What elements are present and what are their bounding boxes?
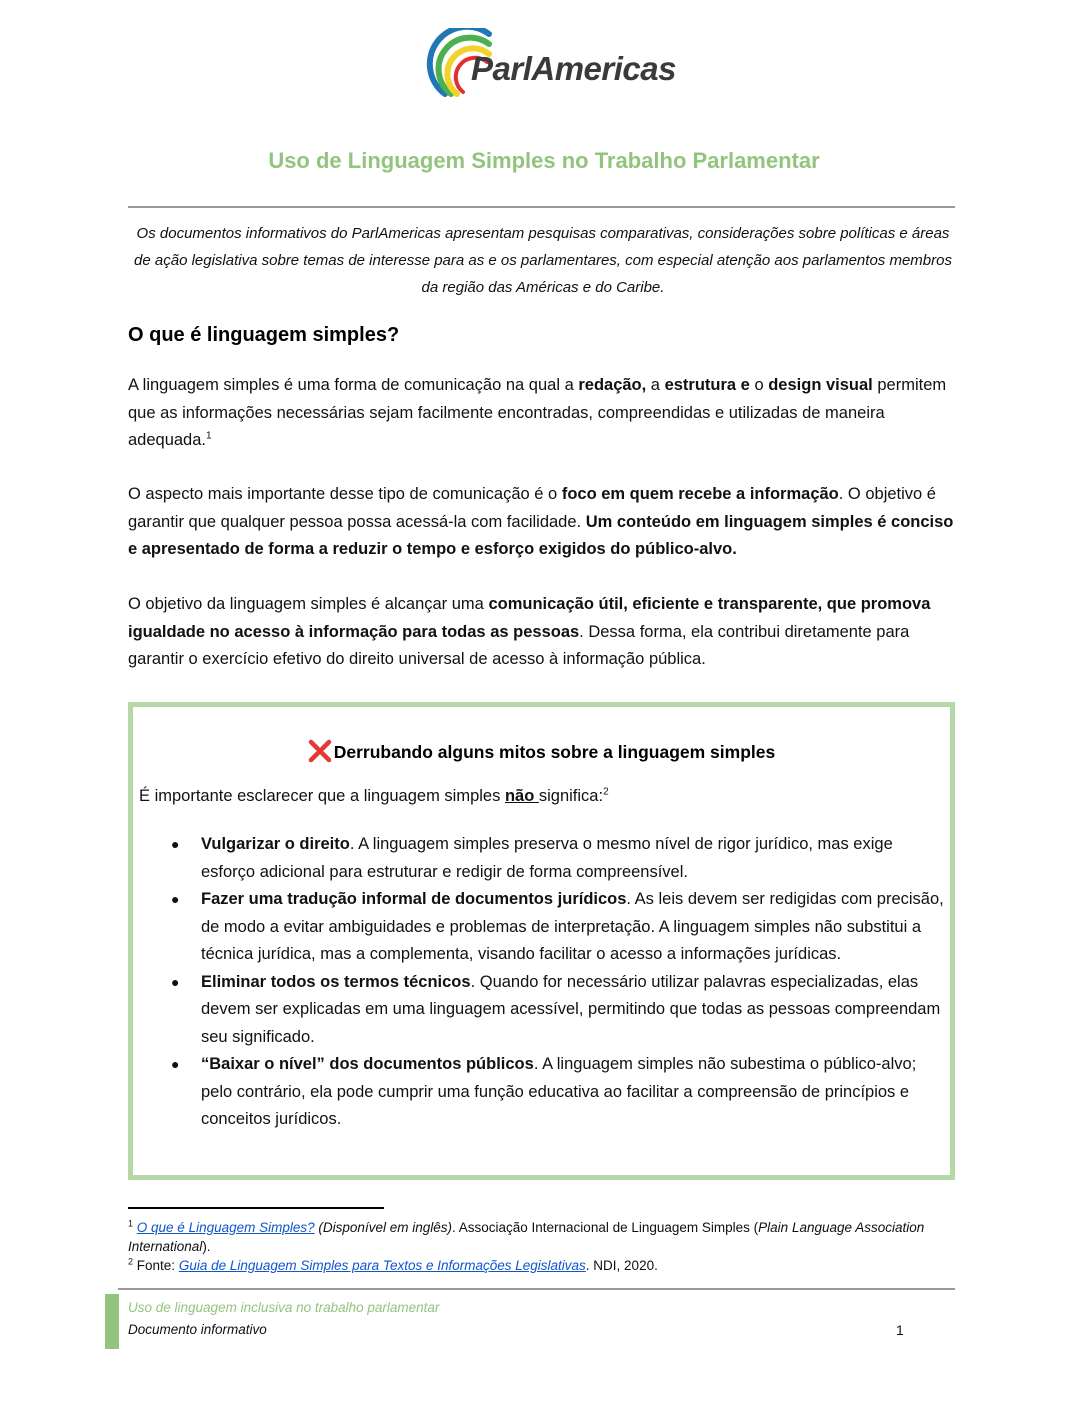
myths-title (133, 739, 950, 763)
footnote-number: 2 (128, 1256, 134, 1267)
text: ). (202, 1239, 211, 1254)
paragraph-objective (128, 591, 958, 674)
list-item (133, 886, 953, 969)
text: a (646, 376, 665, 394)
text: . NDI, 2020. (585, 1258, 658, 1273)
intro-paragraph: Os documentos informativos do ParlAmericas apresentam pesquisas comparativas, considerações sobre políticas e áreas de ação legislativa sobre temas de interesse para as e os parlamentares, com especial atenção aos parlamentos membros da região das Américas e do Caribe. (134, 225, 952, 296)
bullet-icon: ● (171, 836, 180, 852)
myths-list (133, 831, 953, 1134)
bullet-icon: ● (171, 973, 180, 990)
footnote-separator (128, 1207, 384, 1209)
text: O aspecto mais importante desse tipo de comunicação é o (128, 485, 562, 503)
page-number: 1 (896, 1322, 904, 1338)
text: A linguagem simples é uma forma de comunicação na qual a (128, 376, 579, 394)
parlamericas-logo (415, 28, 695, 100)
cross-mark-icon (308, 739, 332, 763)
footer-subtitle: Documento informativo (128, 1322, 267, 1337)
bold-text: redação, (578, 376, 647, 394)
myths-title-text: Derrubando alguns mitos sobre a linguagem simples (333, 742, 776, 762)
paragraph-definition (128, 372, 958, 455)
italic-text: Plain Language Association International (128, 1220, 925, 1254)
text: permitem que as informações necessárias sejam facilmente encontradas, compreendidas e utilizadas de maneira adequada. (128, 376, 947, 449)
footer-accent-bar (105, 1294, 119, 1349)
footnote-number: 1 (128, 1218, 134, 1229)
text: . Dessa forma, ela contribui diretamente para garantir o exercício efetivo do direito universal de acesso à informação pública. (128, 622, 910, 668)
footnote-link[interactable]: O que é Linguagem Simples? (136, 1220, 315, 1235)
text: É importante esclarecer que a linguagem simples (139, 787, 505, 805)
text: Fonte: (136, 1258, 179, 1273)
bold-text: foco em quem recebe a informação (561, 485, 839, 503)
myths-intro (139, 787, 609, 806)
bold-text: Um conteúdo em linguagem simples é conciso e apresentado de forma a reduzir o tempo e esforço exigidos do público-alvo. (128, 512, 954, 558)
text: O objetivo da linguagem simples é alcançar uma (128, 595, 489, 613)
footnote-1 (128, 1218, 928, 1256)
text: significa: (538, 787, 604, 805)
text: . O objetivo é garantir que qualquer pessoa possa acessá-la com facilidade. (128, 485, 936, 531)
footnote-ref-1[interactable]: 1 (206, 430, 212, 442)
logo-text: ParlAmericas (471, 50, 676, 87)
item-text: . Quando for necessário utilizar palavras especializadas, elas devem ser explicadas em uma linguagem acessível, permitindo que todas as pessoas compreendam seu significado. (201, 972, 941, 1046)
text: . Associação Internacional de Linguagem Simples ( (451, 1220, 759, 1235)
item-text: . As leis devem ser redigidas com precisão, de modo a evitar ambiguidades e problemas de interpretação. A linguagem simples não substitui a técnica jurídica, mas a complementa, visando facilitar o acesso a informações jurídicas. (201, 890, 944, 963)
footer-divider (118, 1288, 955, 1290)
bold-text: comunicação útil, eficiente e transparente, que promova igualdade no acesso à informação para todas as pessoas (128, 595, 931, 641)
footer-title: Uso de linguagem inclusiva no trabalho parlamentar (128, 1300, 440, 1315)
title-divider (128, 206, 955, 208)
item-title: “Baixar o nível” dos documentos públicos (201, 1055, 534, 1073)
paragraph-focus (128, 481, 958, 564)
item-title: Vulgarizar o direito (201, 835, 350, 853)
myths-callout-box (128, 702, 955, 1180)
footnotes (128, 1218, 928, 1275)
text: o (749, 376, 769, 394)
section-heading: O que é linguagem simples? (128, 324, 400, 346)
emphasis-text: não (504, 787, 539, 805)
footnote-2 (128, 1256, 928, 1275)
list-item (133, 1051, 953, 1134)
list-item (133, 969, 953, 1052)
item-title: Eliminar todos os termos técnicos (201, 972, 471, 991)
list-item (133, 831, 953, 886)
bullet-icon: ● (171, 1056, 180, 1072)
item-title: Fazer uma tradução informal de documentos jurídicos (201, 890, 627, 908)
footnote-ref-2[interactable]: 2 (603, 786, 609, 798)
bold-text: design visual (768, 376, 873, 394)
bullet-icon: ● (171, 891, 180, 907)
italic-text: (Disponível em inglês) (318, 1220, 452, 1235)
document-title: Uso de Linguagem Simples no Trabalho Parlamentar (268, 148, 820, 173)
item-text: . A linguagem simples preserva o mesmo nível de rigor jurídico, mas exige esforço adicional para estruturar e redigir de forma compreensível. (201, 835, 893, 881)
footnote-link[interactable]: Guia de Linguagem Simples para Textos e Informações Legislativas (178, 1258, 586, 1273)
item-text: . A linguagem simples não subestima o público-alvo; pelo contrário, ela pode cumprir uma função educativa ao facilitar a compreensão de princípios e conceitos jurídicos. (201, 1055, 917, 1128)
bold-text: estrutura e (664, 376, 750, 394)
